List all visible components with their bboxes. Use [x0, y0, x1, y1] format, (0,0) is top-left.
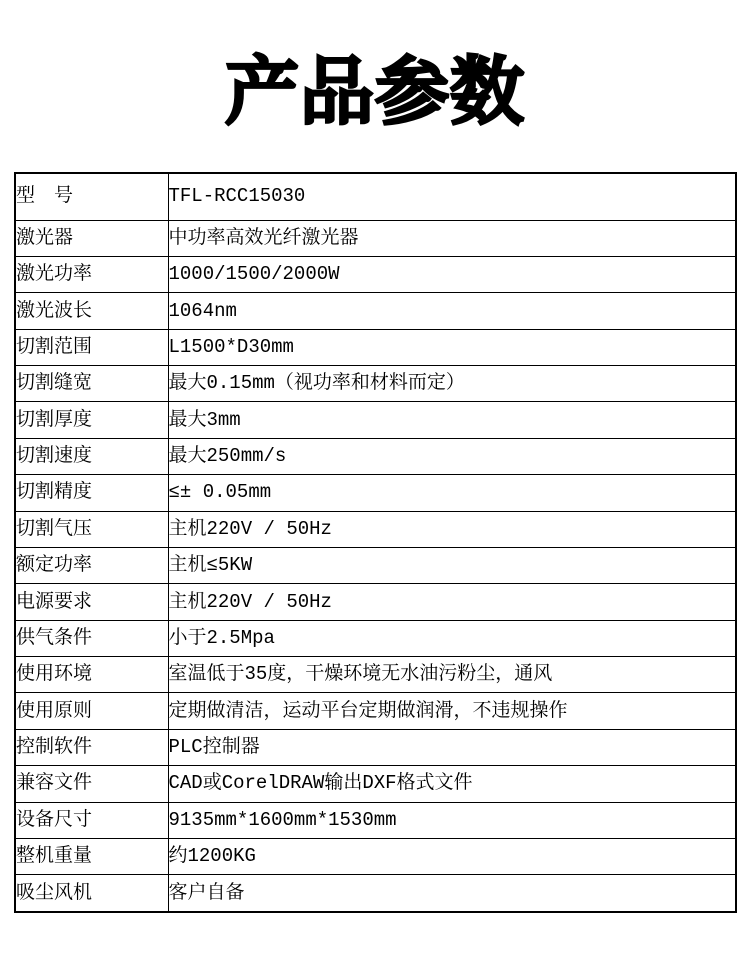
table-row — [15, 366, 736, 402]
table-row — [15, 802, 736, 838]
spec-label: 切割速度 — [15, 438, 168, 474]
spec-label: 激光器 — [15, 220, 168, 256]
spec-label: 切割气压 — [15, 511, 168, 547]
table-row — [15, 220, 736, 256]
spec-label: 切割范围 — [15, 329, 168, 365]
table-row — [15, 693, 736, 729]
spec-value: L1500*D30mm — [168, 329, 736, 365]
table-row — [15, 875, 736, 912]
table-row — [15, 256, 736, 292]
table-row — [15, 511, 736, 547]
spec-value: 主机220V / 50Hz — [168, 584, 736, 620]
spec-label: 额定功率 — [15, 547, 168, 583]
spec-label: 整机重量 — [15, 838, 168, 874]
spec-table-body — [15, 173, 736, 912]
table-row — [15, 402, 736, 438]
spec-value: 主机≤5KW — [168, 547, 736, 583]
spec-label: 电源要求 — [15, 584, 168, 620]
spec-value: 室温低于35度，干燥环境无水油污粉尘，通风 — [168, 657, 736, 693]
spec-label: 型 号 — [15, 173, 168, 220]
spec-value: 小于2.5Mpa — [168, 620, 736, 656]
spec-value: 1000/1500/2000W — [168, 256, 736, 292]
table-row — [15, 584, 736, 620]
spec-table — [14, 172, 737, 913]
table-row — [15, 838, 736, 874]
spec-value: 约1200KG — [168, 838, 736, 874]
spec-value: 最大0.15mm（视功率和材料而定） — [168, 366, 736, 402]
spec-value: 最大3mm — [168, 402, 736, 438]
spec-label: 吸尘风机 — [15, 875, 168, 912]
spec-label: 激光波长 — [15, 293, 168, 329]
table-row — [15, 766, 736, 802]
spec-value: 中功率高效光纤激光器 — [168, 220, 736, 256]
spec-label: 切割缝宽 — [15, 366, 168, 402]
page-title: 产品参数 — [225, 49, 525, 135]
spec-value: 最大250mm/s — [168, 438, 736, 474]
spec-value: PLC控制器 — [168, 729, 736, 765]
table-row — [15, 173, 736, 220]
spec-label: 使用环境 — [15, 657, 168, 693]
table-row — [15, 657, 736, 693]
spec-value: 主机220V / 50Hz — [168, 511, 736, 547]
spec-value: ≤± 0.05mm — [168, 475, 736, 511]
table-row — [15, 438, 736, 474]
spec-label: 切割精度 — [15, 475, 168, 511]
spec-value: 9135mm*1600mm*1530mm — [168, 802, 736, 838]
spec-label: 使用原则 — [15, 693, 168, 729]
spec-label: 供气条件 — [15, 620, 168, 656]
spec-value: TFL-RCC15030 — [168, 173, 736, 220]
table-row — [15, 293, 736, 329]
spec-label: 激光功率 — [15, 256, 168, 292]
spec-value: 客户自备 — [168, 875, 736, 912]
spec-label: 控制软件 — [15, 729, 168, 765]
table-row — [15, 329, 736, 365]
spec-label: 兼容文件 — [15, 766, 168, 802]
table-row — [15, 547, 736, 583]
table-row — [15, 620, 736, 656]
spec-value: CAD或CorelDRAW输出DXF格式文件 — [168, 766, 736, 802]
table-row — [15, 475, 736, 511]
spec-value: 定期做清洁，运动平台定期做润滑，不违规操作 — [168, 693, 736, 729]
spec-value: 1064nm — [168, 293, 736, 329]
table-row — [15, 729, 736, 765]
spec-label: 切割厚度 — [15, 402, 168, 438]
spec-label: 设备尺寸 — [15, 802, 168, 838]
